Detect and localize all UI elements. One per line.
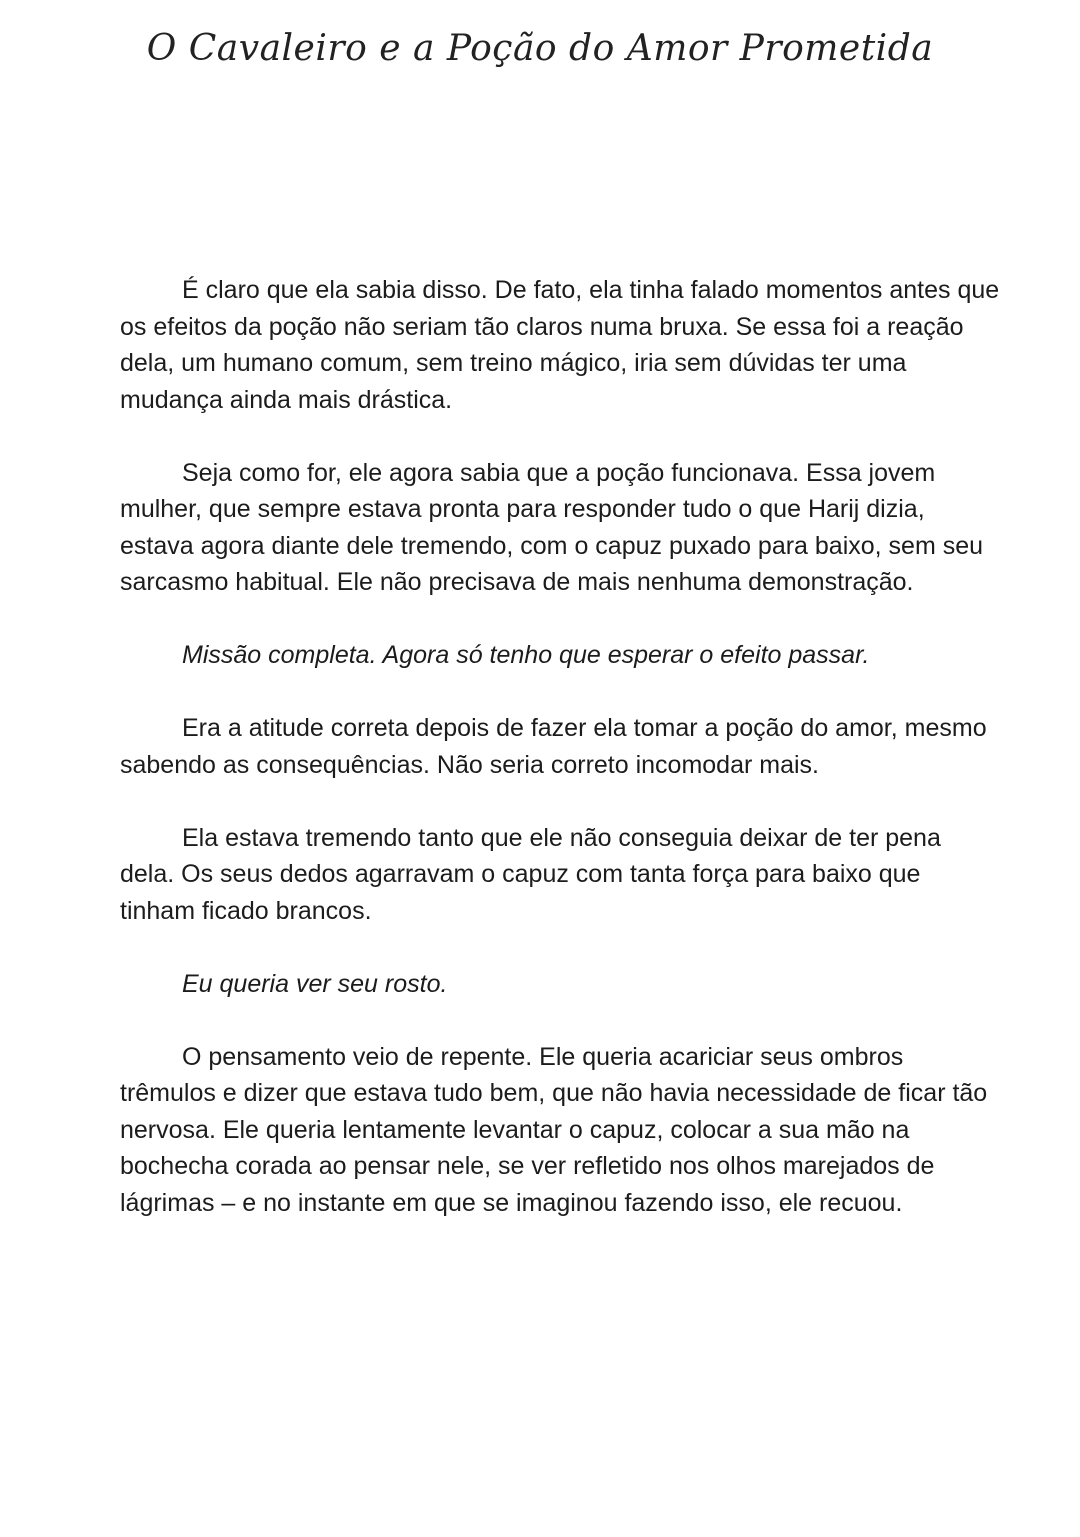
paragraph: Seja como for, ele agora sabia que a poção funcionava. Essa jovem mulher, que sempre estava pronta para responder tudo o que Harij dizia, estava agora diante dele tremendo, com o capuz puxado para baixo, sem seu sarcasmo habitual. Ele não precisava de mais nenhuma demonstração. [120, 458, 984, 596]
body-text [120, 272, 1000, 1258]
paragraph: O pensamento veio de repente. Ele queria acariciar seus ombros trêmulos e dizer que estava tudo bem, que não havia necessidade de ficar tão nervosa. Ele queria lentamente levantar o capuz, colocar a sua mão na bochecha corada ao pensar nele, se ver refletido nos olhos marejados de lágrimas – e no instante em que se imaginou fazendo isso, ele recuou. [120, 1042, 988, 1217]
paragraph: Ela estava tremendo tanto que ele não conseguia deixar de ter pena dela. Os seus dedos agarravam o capuz com tanta força para baixo que tinham ficado brancos. [120, 823, 941, 925]
paragraph: Era a atitude correta depois de fazer ela tomar a poção do amor, mesmo sabendo as consequências. Não seria correto incomodar mais. [120, 714, 987, 779]
paragraph-italic-thought: Eu queria ver seu rosto. [182, 969, 448, 998]
paragraph: É claro que ela sabia disso. De fato, ela tinha falado momentos antes que os efeitos da poção não seriam tão claros numa bruxa. Se essa foi a reação dela, um humano comum, sem treino mágico, iria sem dúvidas ter uma mudança ainda mais drástica. [120, 276, 1000, 414]
paragraph-italic-thought: Missão completa. Agora só tenho que esperar o efeito passar. [182, 641, 870, 669]
running-title: O Cavaleiro e a Poção do Amor Prometida [146, 28, 934, 69]
